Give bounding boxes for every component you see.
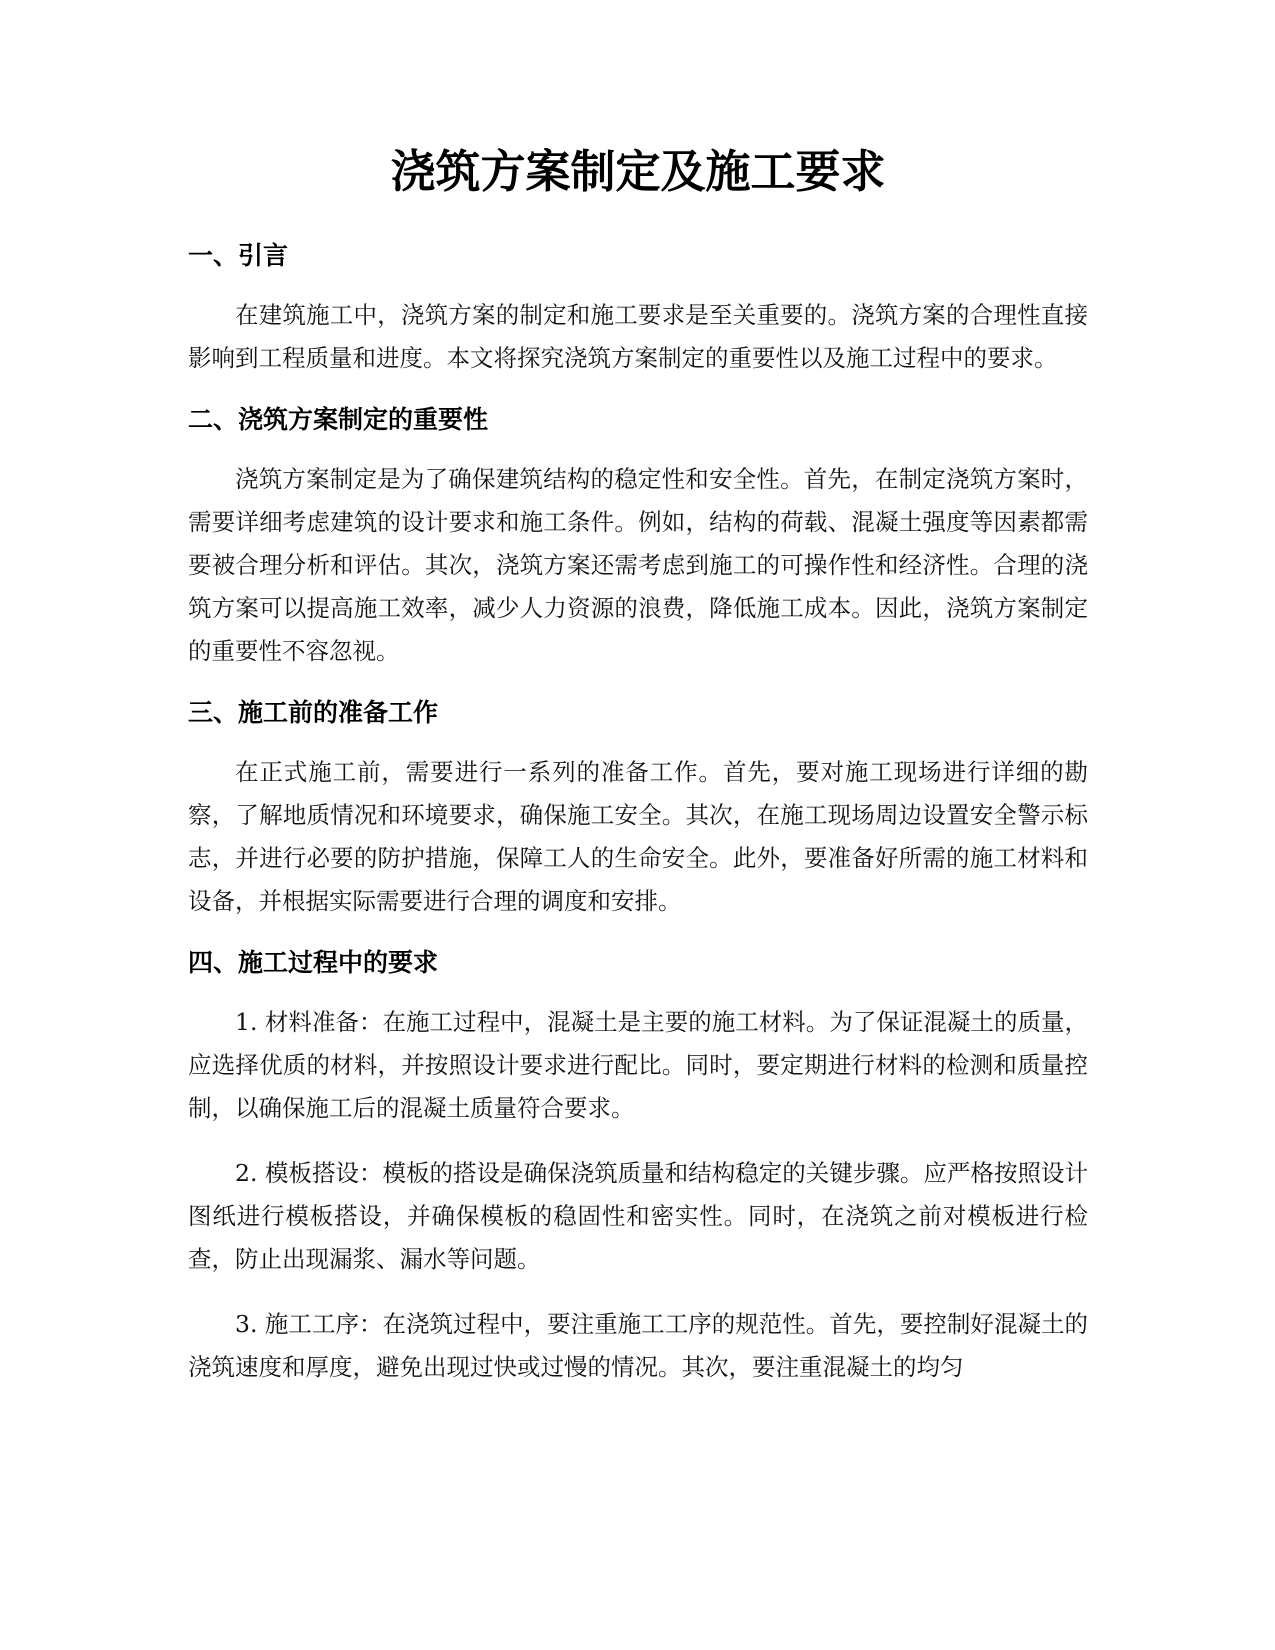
section-heading: 三、施工前的准备工作 bbox=[188, 698, 439, 727]
paragraph: 浇筑方案制定是为了确保建筑结构的稳定性和安全性。首先，在制定浇筑方案时，需要详细考虑建筑的设计要求和施工条件。例如，结构的荷载、混凝土强度等因素都需要被合理分析和评估。其次，浇筑方案还需考虑到施工的可操作性和经济性。合理的浇筑方案可以提高施工效率，减少人力资源的浪费，降低施工成本。因此，浇筑方案制定的重要性不容忽视。 bbox=[188, 465, 1088, 665]
section-heading: 一、引言 bbox=[188, 241, 289, 270]
section-construction-requirements bbox=[188, 945, 1088, 1389]
section-heading: 二、浇筑方案制定的重要性 bbox=[188, 405, 489, 434]
section-importance bbox=[188, 402, 1088, 673]
document-body bbox=[188, 140, 1088, 1411]
paragraph-formwork-setup: 2. 模板搭设：模板的搭设是确保浇筑质量和结构稳定的关键步骤。应严格按照设计图纸进行模板搭设，并确保模板的稳固性和密实性。同时，在浇筑之前对模板进行检查，防止出现漏浆、漏水等问题。 bbox=[188, 1159, 1088, 1273]
paragraph: 在建筑施工中，浇筑方案的制定和施工要求是至关重要的。浇筑方案的合理性直接影响到工程质量和进度。本文将探究浇筑方案制定的重要性以及施工过程中的要求。 bbox=[188, 301, 1088, 372]
document-title: 浇筑方案制定及施工要求 bbox=[390, 145, 886, 198]
section-introduction bbox=[188, 238, 1088, 380]
section-heading: 四、施工过程中的要求 bbox=[188, 948, 439, 977]
paragraph: 在正式施工前，需要进行一系列的准备工作。首先，要对施工现场进行详细的勘察，了解地质情况和环境要求，确保施工安全。其次，在施工现场周边设置安全警示标志，并进行必要的防护措施，保障工人的生命安全。此外，要准备好所需的施工材料和设备，并根据实际需要进行合理的调度和安排。 bbox=[188, 758, 1088, 915]
section-preparation bbox=[188, 695, 1088, 923]
paragraph-material-preparation: 1. 材料准备：在施工过程中，混凝土是主要的施工材料。为了保证混凝土的质量，应选择优质的材料，并按照设计要求进行配比。同时，要定期进行材料的检测和质量控制，以确保施工后的混凝土质量符合要求。 bbox=[188, 1008, 1088, 1122]
paragraph-construction-procedure: 3. 施工工序：在浇筑过程中，要注重施工工序的规范性。首先，要控制好混凝土的浇筑速度和厚度，避免出现过快或过慢的情况。其次，要注重混凝土的均匀 bbox=[188, 1310, 1088, 1381]
